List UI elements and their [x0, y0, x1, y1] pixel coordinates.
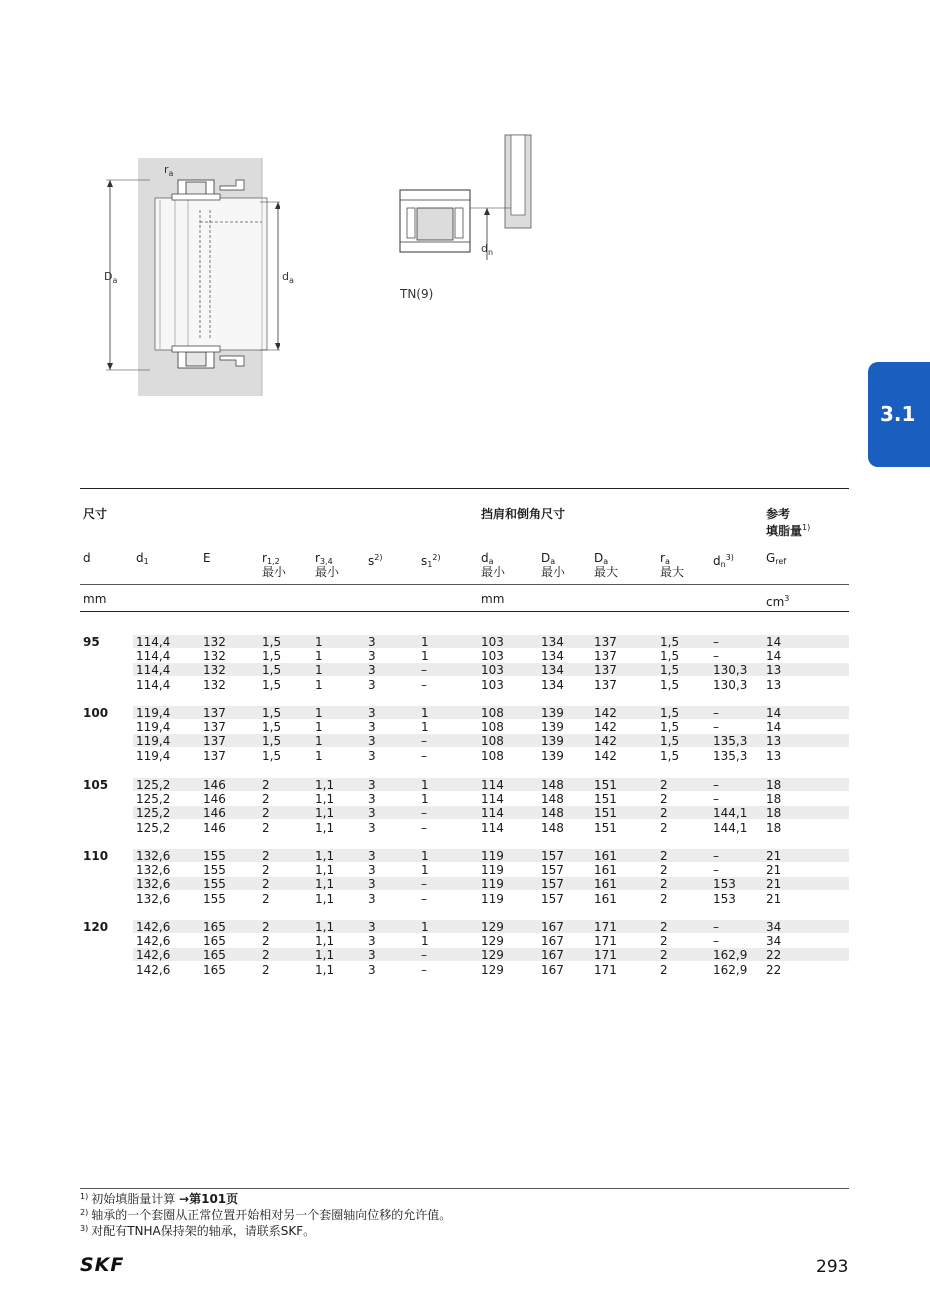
cell-s1: 1 — [421, 706, 429, 720]
cell-ra: 2 — [660, 778, 668, 792]
cell-da: 129 — [481, 934, 504, 948]
cell-Gref: 14 — [766, 649, 782, 663]
cell-s: 3 — [368, 720, 376, 734]
bore-diameter: 110 — [83, 849, 109, 863]
cell-Da_min: 148 — [541, 821, 564, 835]
cell-s: 3 — [368, 678, 376, 692]
cell-dn: – — [713, 934, 719, 948]
cell-E: 155 — [203, 849, 226, 863]
cell-r12: 1,5 — [262, 734, 282, 748]
column-header-Gref: $G_{ref}$ — [766, 551, 787, 566]
cell-Da_max: 161 — [594, 849, 617, 863]
footnote-2: $^{2)}$ 轴承的一个套圈从正常位置开始相对另一个套圈轴向位移的允许值。 — [80, 1208, 452, 1222]
cell-ra: 2 — [660, 792, 668, 806]
cell-E: 137 — [203, 706, 226, 720]
cell-s1: – — [421, 734, 427, 748]
cell-Gref: 21 — [766, 892, 782, 906]
cell-da: 108 — [481, 706, 504, 720]
cell-Gref: 34 — [766, 920, 782, 934]
cell-s1: 1 — [421, 635, 429, 649]
cell-r12: 1,5 — [262, 663, 282, 677]
cell-ra: 1,5 — [660, 720, 680, 734]
cell-Da_max: 151 — [594, 778, 617, 792]
cell-dn: 144,1 — [713, 806, 748, 820]
cell-r12: 2 — [262, 821, 270, 835]
footnote-rule — [80, 1188, 849, 1189]
cell-d1: 114,4 — [136, 663, 171, 677]
cell-s1: – — [421, 806, 427, 820]
group-header-ref-line1: 参考 — [766, 507, 791, 521]
bore-diameter: 120 — [83, 920, 109, 934]
cell-r34: 1 — [315, 749, 323, 763]
cell-Gref: 21 — [766, 877, 782, 891]
cell-E: 146 — [203, 778, 226, 792]
cell-s: 3 — [368, 934, 376, 948]
cell-Gref: 18 — [766, 806, 782, 820]
cell-r12: 2 — [262, 920, 270, 934]
cell-ra: 2 — [660, 821, 668, 835]
cell-d1: 125,2 — [136, 792, 171, 806]
cell-Da_max: 171 — [594, 920, 617, 934]
cell-s: 3 — [368, 749, 376, 763]
cell-Gref: 18 — [766, 778, 782, 792]
cell-s1: 1 — [421, 720, 429, 734]
bearing-cross-section-icon — [100, 150, 280, 400]
cell-ra: 1,5 — [660, 649, 680, 663]
cell-da: 119 — [481, 877, 504, 891]
cell-dn: – — [713, 635, 719, 649]
cell-s1: – — [421, 948, 427, 962]
cell-Da_min: 167 — [541, 963, 564, 977]
cell-r34: 1,1 — [315, 948, 335, 962]
tn-cage-drawing — [395, 130, 545, 305]
cell-Gref: 13 — [766, 749, 782, 763]
column-header-ra: $r_a$ — [660, 551, 670, 566]
cell-Da_min: 148 — [541, 806, 564, 820]
cell-ra: 1,5 — [660, 749, 680, 763]
cell-r12: 1,5 — [262, 706, 282, 720]
cell-Da_min: 167 — [541, 934, 564, 948]
cell-r34: 1,1 — [315, 778, 335, 792]
cell-d1: 114,4 — [136, 678, 171, 692]
cell-d1: 132,6 — [136, 863, 171, 877]
skf-logo-icon — [80, 1256, 144, 1274]
cell-Gref: 34 — [766, 934, 782, 948]
cell-ra: 1,5 — [660, 663, 680, 677]
tn-cage-label: TN(9) — [400, 287, 434, 301]
cell-Da_min: 157 — [541, 892, 564, 906]
cell-s: 3 — [368, 806, 376, 820]
cell-ra: 2 — [660, 877, 668, 891]
skf-logo — [80, 1256, 144, 1277]
cell-r34: 1 — [315, 678, 323, 692]
cell-Da_max: 161 — [594, 877, 617, 891]
cell-r34: 1,1 — [315, 920, 335, 934]
cell-Da_max: 151 — [594, 792, 617, 806]
cell-s: 3 — [368, 649, 376, 663]
cell-ra: 1,5 — [660, 706, 680, 720]
cell-da: 103 — [481, 663, 504, 677]
cell-da: 114 — [481, 821, 504, 835]
cell-s1: – — [421, 892, 427, 906]
cell-da: 108 — [481, 734, 504, 748]
cell-Gref: 22 — [766, 948, 782, 962]
cell-Da_min: 157 — [541, 849, 564, 863]
cell-Gref: 21 — [766, 849, 782, 863]
cell-s: 3 — [368, 734, 376, 748]
cell-s: 3 — [368, 706, 376, 720]
column-header-Da_max-qualifier: 最大 — [594, 565, 619, 579]
cell-dn: – — [713, 920, 719, 934]
cell-Da_min: 134 — [541, 635, 564, 649]
cell-d1: 119,4 — [136, 734, 171, 748]
cell-Gref: 22 — [766, 963, 782, 977]
cell-r12: 2 — [262, 863, 270, 877]
cell-da: 114 — [481, 806, 504, 820]
cell-Gref: 13 — [766, 678, 782, 692]
cell-da: 114 — [481, 792, 504, 806]
cell-ra: 2 — [660, 934, 668, 948]
cell-r34: 1,1 — [315, 934, 335, 948]
cell-d1: 119,4 — [136, 749, 171, 763]
dn-label: $d_n$ — [481, 242, 494, 258]
cell-r12: 1,5 — [262, 749, 282, 763]
section-number: 3.1 — [880, 402, 916, 426]
cell-s1: 1 — [421, 920, 429, 934]
cell-Gref: 13 — [766, 663, 782, 677]
cell-dn: – — [713, 792, 719, 806]
cell-r34: 1,1 — [315, 821, 335, 835]
cell-Gref: 18 — [766, 821, 782, 835]
cell-Da_min: 157 — [541, 863, 564, 877]
cell-s: 3 — [368, 920, 376, 934]
cell-s1: 1 — [421, 792, 429, 806]
cell-E: 132 — [203, 635, 226, 649]
cell-r34: 1,1 — [315, 792, 335, 806]
cell-Da_max: 142 — [594, 734, 617, 748]
column-header-E: E — [203, 551, 211, 565]
cell-s: 3 — [368, 792, 376, 806]
cell-dn: 130,3 — [713, 663, 748, 677]
bore-diameter: 100 — [83, 706, 109, 720]
cell-s: 3 — [368, 892, 376, 906]
cell-da: 103 — [481, 678, 504, 692]
cell-dn: 135,3 — [713, 749, 748, 763]
cell-Da_max: 161 — [594, 892, 617, 906]
cell-s: 3 — [368, 849, 376, 863]
cell-Gref: 14 — [766, 720, 782, 734]
cell-r12: 1,5 — [262, 678, 282, 692]
cell-s1: – — [421, 821, 427, 835]
cell-Da_min: 139 — [541, 734, 564, 748]
footnote-page-link[interactable]: →第101页 — [179, 1192, 239, 1206]
cell-r12: 1,5 — [262, 720, 282, 734]
cell-E: 146 — [203, 806, 226, 820]
cell-s1: 1 — [421, 649, 429, 663]
cell-r34: 1 — [315, 706, 323, 720]
cell-ra: 2 — [660, 849, 668, 863]
cell-d1: 142,6 — [136, 963, 171, 977]
cell-E: 155 — [203, 863, 226, 877]
column-header-d1: $d_1$ — [136, 551, 149, 566]
cell-s1: 1 — [421, 863, 429, 877]
column-header-d: d — [83, 551, 91, 565]
cell-Da_min: 139 — [541, 749, 564, 763]
column-header-r12: $r_{1,2}$ — [262, 551, 280, 566]
cell-Da_max: 171 — [594, 963, 617, 977]
cell-Da_min: 157 — [541, 877, 564, 891]
cell-ra: 2 — [660, 920, 668, 934]
cell-d1: 132,6 — [136, 877, 171, 891]
cell-d1: 125,2 — [136, 806, 171, 820]
cell-r12: 2 — [262, 849, 270, 863]
cell-Da_min: 134 — [541, 663, 564, 677]
cell-dn: – — [713, 706, 719, 720]
cell-da: 114 — [481, 778, 504, 792]
cell-Da_max: 142 — [594, 706, 617, 720]
cell-da: 129 — [481, 920, 504, 934]
cell-Gref: 14 — [766, 635, 782, 649]
cell-ra: 1,5 — [660, 635, 680, 649]
cell-Da_min: 139 — [541, 706, 564, 720]
cell-Da_min: 134 — [541, 678, 564, 692]
ra-label: $r_a$ — [164, 163, 174, 179]
cell-E: 165 — [203, 948, 226, 962]
cell-E: 132 — [203, 678, 226, 692]
cell-E: 137 — [203, 734, 226, 748]
footnote-3: $^{3)}$ 对配有TNHA保持架的轴承，请联系SKF。 — [80, 1224, 316, 1238]
cell-Da_min: 139 — [541, 720, 564, 734]
cell-da: 108 — [481, 749, 504, 763]
cell-d1: 125,2 — [136, 778, 171, 792]
cell-Da_min: 167 — [541, 948, 564, 962]
cell-s1: – — [421, 663, 427, 677]
cell-ra: 1,5 — [660, 734, 680, 748]
cell-s1: 1 — [421, 849, 429, 863]
cell-dn: 135,3 — [713, 734, 748, 748]
cell-r34: 1,1 — [315, 963, 335, 977]
cell-da: 119 — [481, 849, 504, 863]
cell-ra: 2 — [660, 948, 668, 962]
cell-ra: 2 — [660, 892, 668, 906]
cell-r12: 1,5 — [262, 649, 282, 663]
cell-Da_max: 142 — [594, 720, 617, 734]
column-header-s: $s^{2)}$ — [368, 553, 383, 568]
column-header-r34: $r_{3,4}$ — [315, 551, 333, 566]
group-header-abutment: 挡肩和倒角尺寸 — [481, 507, 566, 521]
cell-dn: 162,9 — [713, 963, 748, 977]
cell-ra: 2 — [660, 963, 668, 977]
table-header-rule — [80, 584, 849, 585]
section-tab[interactable] — [868, 362, 930, 467]
cell-r34: 1 — [315, 663, 323, 677]
cell-r12: 2 — [262, 934, 270, 948]
cell-da: 119 — [481, 892, 504, 906]
cell-s: 3 — [368, 663, 376, 677]
cell-Gref: 21 — [766, 863, 782, 877]
cell-s: 3 — [368, 948, 376, 962]
cell-dn: – — [713, 849, 719, 863]
group-header-dimensions: 尺寸 — [83, 507, 108, 521]
cell-s: 3 — [368, 963, 376, 977]
cell-E: 155 — [203, 877, 226, 891]
cell-Da_max: 137 — [594, 678, 617, 692]
cell-s1: – — [421, 678, 427, 692]
cell-Gref: 13 — [766, 734, 782, 748]
cell-Da_min: 148 — [541, 778, 564, 792]
cell-s: 3 — [368, 877, 376, 891]
cell-d1: 132,6 — [136, 892, 171, 906]
cell-Da_max: 137 — [594, 635, 617, 649]
cell-d1: 119,4 — [136, 720, 171, 734]
column-header-Da_max: $D_a$ — [594, 551, 609, 566]
cell-E: 165 — [203, 934, 226, 948]
cell-Da_max: 151 — [594, 821, 617, 835]
cell-r12: 2 — [262, 778, 270, 792]
cell-da: 103 — [481, 649, 504, 663]
cell-Da_max: 137 — [594, 649, 617, 663]
cell-dn: 162,9 — [713, 948, 748, 962]
cell-d1: 142,6 — [136, 948, 171, 962]
Da-label: $D_a$ — [104, 270, 118, 286]
units-dims: mm — [83, 592, 107, 606]
cell-Da_min: 148 — [541, 792, 564, 806]
cell-E: 137 — [203, 720, 226, 734]
cell-d1: 119,4 — [136, 706, 171, 720]
footnote-1: $^{1)}$ 初始填脂量计算 →第101页 — [80, 1192, 239, 1206]
column-header-r12-qualifier: 最小 — [262, 565, 287, 579]
cell-da: 129 — [481, 963, 504, 977]
cell-dn: 144,1 — [713, 821, 748, 835]
cell-r34: 1 — [315, 734, 323, 748]
cell-s: 3 — [368, 778, 376, 792]
cell-da: 129 — [481, 948, 504, 962]
cell-d1: 142,6 — [136, 934, 171, 948]
page-number: 293 — [816, 1257, 849, 1277]
cell-Da_min: 167 — [541, 920, 564, 934]
cell-dn: – — [713, 649, 719, 663]
svg-text:SKF: SKF — [80, 1256, 125, 1274]
footnotes — [80, 1190, 849, 1238]
units-abutment: mm — [481, 592, 505, 606]
cell-r34: 1 — [315, 649, 323, 663]
cell-r12: 2 — [262, 948, 270, 962]
cell-E: 137 — [203, 749, 226, 763]
column-header-r34-qualifier: 最小 — [315, 565, 340, 579]
cell-Da_min: 134 — [541, 649, 564, 663]
column-header-da: $d_a$ — [481, 551, 494, 566]
cell-r34: 1 — [315, 635, 323, 649]
cell-s1: 1 — [421, 778, 429, 792]
cell-E: 146 — [203, 821, 226, 835]
cell-r34: 1,1 — [315, 863, 335, 877]
table-units-rule — [80, 611, 849, 612]
cell-d1: 114,4 — [136, 635, 171, 649]
column-header-s1: $s_1^{2)}$ — [421, 553, 441, 569]
column-header-da-qualifier: 最小 — [481, 565, 506, 579]
cell-Da_max: 171 — [594, 934, 617, 948]
cell-da: 103 — [481, 635, 504, 649]
cell-ra: 1,5 — [660, 678, 680, 692]
cell-dn: 153 — [713, 892, 736, 906]
cell-ra: 2 — [660, 863, 668, 877]
cell-r12: 2 — [262, 877, 270, 891]
cell-dn: – — [713, 720, 719, 734]
column-header-Da_min-qualifier: 最小 — [541, 565, 566, 579]
cell-E: 165 — [203, 920, 226, 934]
column-header-ra-qualifier: 最大 — [660, 565, 685, 579]
cell-s: 3 — [368, 635, 376, 649]
cell-r12: 2 — [262, 806, 270, 820]
cell-da: 108 — [481, 720, 504, 734]
cell-dn: – — [713, 778, 719, 792]
group-header-ref-line2: 填脂量$^{1)}$ — [766, 523, 811, 538]
cell-r12: 1,5 — [262, 635, 282, 649]
column-header-dn: $d_n^{3)}$ — [713, 553, 734, 569]
cell-s1: 1 — [421, 934, 429, 948]
cell-r34: 1,1 — [315, 849, 335, 863]
cell-d1: 142,6 — [136, 920, 171, 934]
cell-s: 3 — [368, 863, 376, 877]
units-ref: $cm^3$ — [766, 594, 790, 609]
cell-s1: – — [421, 749, 427, 763]
cell-r12: 2 — [262, 792, 270, 806]
bore-diameter: 105 — [83, 778, 109, 792]
cell-E: 146 — [203, 792, 226, 806]
cell-r12: 2 — [262, 892, 270, 906]
cell-r12: 2 — [262, 963, 270, 977]
cell-d1: 114,4 — [136, 649, 171, 663]
cell-E: 165 — [203, 963, 226, 977]
cell-da: 119 — [481, 863, 504, 877]
cell-s: 3 — [368, 821, 376, 835]
table-top-rule — [80, 488, 849, 489]
cell-E: 132 — [203, 649, 226, 663]
column-header-Da_min: $D_a$ — [541, 551, 556, 566]
cell-d1: 125,2 — [136, 821, 171, 835]
cell-Da_max: 161 — [594, 863, 617, 877]
da-label: $d_a$ — [282, 270, 294, 286]
tn-cage-section-icon — [395, 130, 545, 305]
cell-Da_max: 171 — [594, 948, 617, 962]
cell-E: 132 — [203, 663, 226, 677]
cell-E: 155 — [203, 892, 226, 906]
bearing-abutment-drawing — [100, 150, 294, 400]
cell-d1: 132,6 — [136, 849, 171, 863]
cell-r34: 1,1 — [315, 806, 335, 820]
cell-Da_max: 151 — [594, 806, 617, 820]
cell-r34: 1,1 — [315, 892, 335, 906]
cell-dn: – — [713, 863, 719, 877]
cell-r34: 1 — [315, 720, 323, 734]
cell-dn: 130,3 — [713, 678, 748, 692]
cell-Da_max: 142 — [594, 749, 617, 763]
cell-Da_max: 137 — [594, 663, 617, 677]
cell-ra: 2 — [660, 806, 668, 820]
cell-dn: 153 — [713, 877, 736, 891]
cell-s1: – — [421, 877, 427, 891]
cell-r34: 1,1 — [315, 877, 335, 891]
bore-diameter: 95 — [83, 635, 100, 649]
cell-Gref: 14 — [766, 706, 782, 720]
cell-Gref: 18 — [766, 792, 782, 806]
cell-s1: – — [421, 963, 427, 977]
